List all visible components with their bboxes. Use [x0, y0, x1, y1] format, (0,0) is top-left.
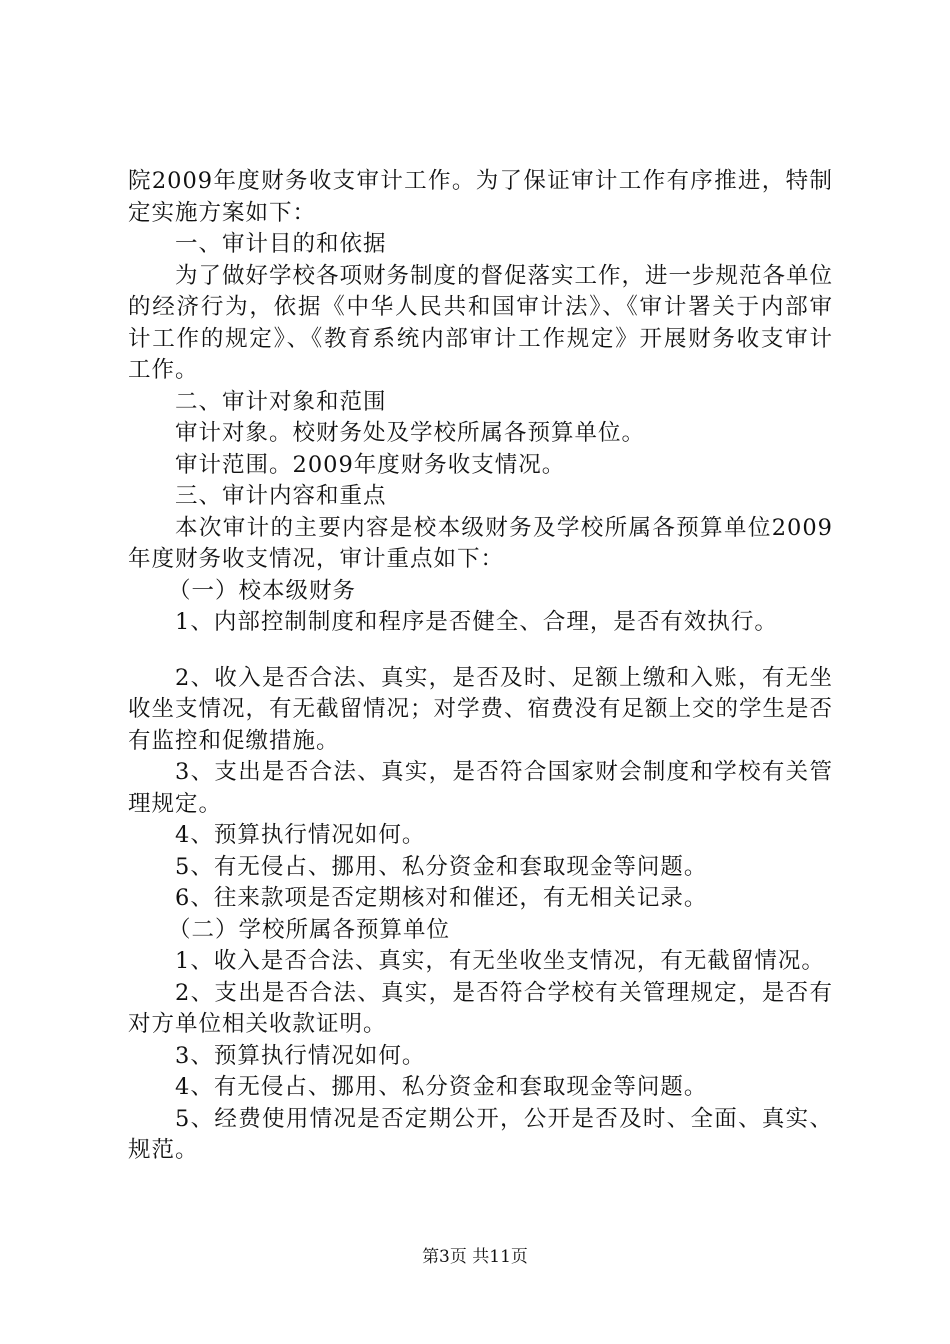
paragraph-intro: 院2009年度财务收支审计工作。为了保证审计工作有序推进，特制定实施方案如下：	[128, 168, 833, 226]
paragraph-audit-scope: 审计范围。2009年度财务收支情况。	[175, 451, 566, 478]
document-body	[128, 166, 833, 1167]
section-heading-2: 二、审计对象和范围	[175, 388, 387, 415]
list-item: 2、支出是否合法、真实，是否符合学校有关管理规定，是否有对方单位相关收款证明。	[128, 979, 833, 1037]
list-item: 3、支出是否合法、真实，是否符合国家财会制度和学校有关管理规定。	[128, 759, 833, 817]
list-item: 1、内部控制制度和程序是否健全、合理，是否有效执行。	[175, 609, 778, 635]
section-heading-1: 一、审计目的和依据	[175, 231, 387, 257]
list-item: 5、经费使用情况是否定期公开，公开是否及时、全面、真实、规范。	[128, 1105, 833, 1163]
list-item: 4、有无侵占、挪用、私分资金和套取现金等问题。	[175, 1074, 708, 1100]
list-item: 6、往来款项是否定期核对和催还，有无相关记录。	[175, 885, 708, 911]
paragraph-audit-object: 审计对象。校财务处及学校所属各预算单位。	[175, 420, 646, 446]
page-number: 第3页 共11页	[422, 1247, 528, 1267]
paragraph-purpose: 为了做好学校各项财务制度的督促落实工作，进一步规范各单位的经济行为，依据《中华人民共和国审计法》、《审计署关于内部审计工作的规定》、《教育系统内部审计工作规定》开展财务收支审计工作。	[128, 262, 834, 383]
list-item: 4、预算执行情况如何。	[175, 822, 426, 848]
subsection-heading-1: （一）校本级财务	[168, 577, 357, 604]
list-item: 3、预算执行情况如何。	[175, 1042, 426, 1069]
subsection-heading-2: （二）学校所属各预算单位	[168, 916, 451, 943]
paragraph-audit-content: 本次审计的主要内容是校本级财务及学校所属各预算单位2009年度财务收支情况，审计重点如下：	[128, 514, 833, 572]
list-item: 2、收入是否合法、真实，是否及时、足额上缴和入账，有无坐收坐支情况，有无截留情况；对学费、宿费没有足额上交的学生是否有监控和促缴措施。	[128, 664, 834, 754]
list-item: 5、有无侵占、挪用、私分资金和套取现金等问题。	[175, 853, 708, 880]
section-heading-3: 三、审计内容和重点	[175, 483, 387, 509]
list-item: 1、收入是否合法、真实，有无坐收坐支情况，有无截留情况。	[175, 948, 825, 974]
